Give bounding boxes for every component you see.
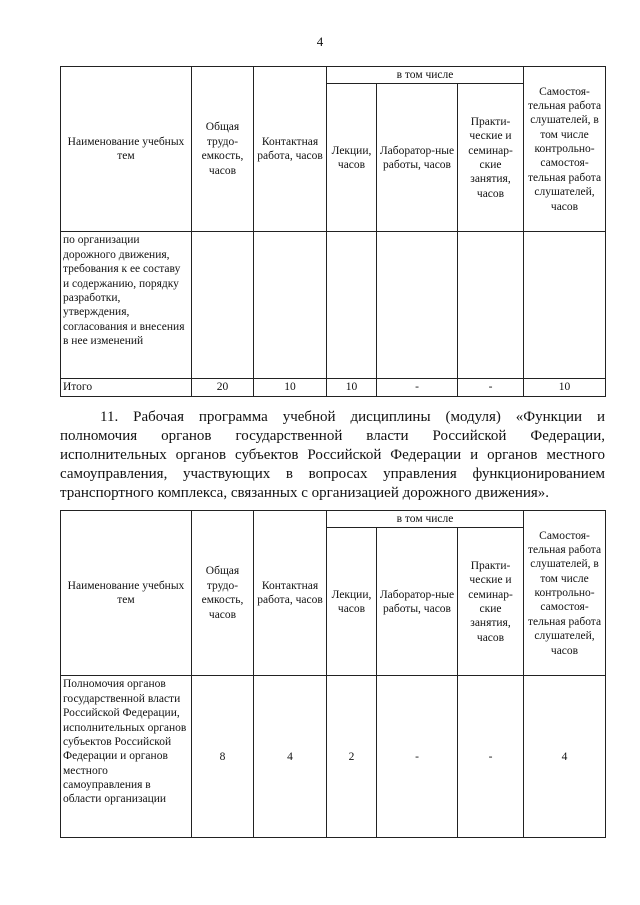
total-cell: 20: [192, 379, 254, 396]
table-row: [61, 676, 606, 838]
paragraph-text: 11. Рабочая программа учебной дисциплины (модуля) «Функции и полномочия органов государственной власти Российской Федерации, исполнительных органов субъектов Российской Федерации и органов местного самоуправления, участвующих в вопросах управления функционированием транспортного комплекса, связанных с организацией дорожного движения».: [60, 409, 605, 501]
topic-name-cell: Полномочия органов государственной власти Российской Федерации, исполнительных органов субъектов Российской Федерации и органов местного самоуправления в области организации: [61, 676, 192, 838]
self-cell: 10: [524, 379, 606, 396]
page-number: 4: [316, 34, 324, 49]
total-row: [61, 379, 606, 396]
header-self-study: Самостоя-тельная работа слушателей, в том числе контрольно-самостоя-тельная работа слушателей, часов: [524, 511, 606, 676]
header-including: в том числе: [327, 511, 524, 528]
header-topic-name: Наименование учебных тем: [61, 511, 192, 676]
header-contact-hours: Контактная работа, часов: [254, 67, 327, 232]
contact-cell: 10: [254, 379, 327, 396]
lectures-cell: [327, 232, 377, 379]
practical-cell: -: [458, 379, 524, 396]
total-label: Итого: [61, 379, 192, 396]
total-cell: 8: [192, 676, 254, 838]
header-practical: Практи-ческие и семинар-ские занятия, часов: [458, 528, 524, 676]
header-contact-hours: Контактная работа, часов: [254, 511, 327, 676]
topic-name-cell: по организации дорожного движения, требования к ее составу и содержанию, порядку разработки, утверждения, согласования и внесения в нее изменений: [61, 232, 192, 379]
table-row: [61, 232, 606, 379]
practical-cell: -: [458, 676, 524, 838]
header-labs: Лаборатор-ные работы, часов: [377, 528, 458, 676]
self-cell: 4: [524, 676, 606, 838]
header-labs: Лаборатор-ные работы, часов: [377, 84, 458, 232]
labs-cell: -: [377, 676, 458, 838]
header-lectures: Лекции, часов: [327, 84, 377, 232]
lectures-cell: 2: [327, 676, 377, 838]
self-cell: [524, 232, 606, 379]
total-cell: [192, 232, 254, 379]
header-practical: Практи-ческие и семинар-ские занятия, часов: [458, 84, 524, 232]
header-including: в том числе: [327, 67, 524, 84]
study-topics-table-1: [60, 66, 606, 397]
header-topic-name: Наименование учебных тем: [61, 67, 192, 232]
header-self-study: Самостоя-тельная работа слушателей, в том числе контрольно-самостоя-тельная работа слушателей, часов: [524, 67, 606, 232]
labs-cell: -: [377, 379, 458, 396]
contact-cell: 4: [254, 676, 327, 838]
contact-cell: [254, 232, 327, 379]
practical-cell: [458, 232, 524, 379]
labs-cell: [377, 232, 458, 379]
lectures-cell: 10: [327, 379, 377, 396]
header-lectures: Лекции, часов: [327, 528, 377, 676]
section-paragraph: [60, 408, 605, 503]
header-total-hours: Общая трудо-емкость, часов: [192, 67, 254, 232]
study-topics-table-2: [60, 510, 606, 838]
header-total-hours: Общая трудо-емкость, часов: [192, 511, 254, 676]
